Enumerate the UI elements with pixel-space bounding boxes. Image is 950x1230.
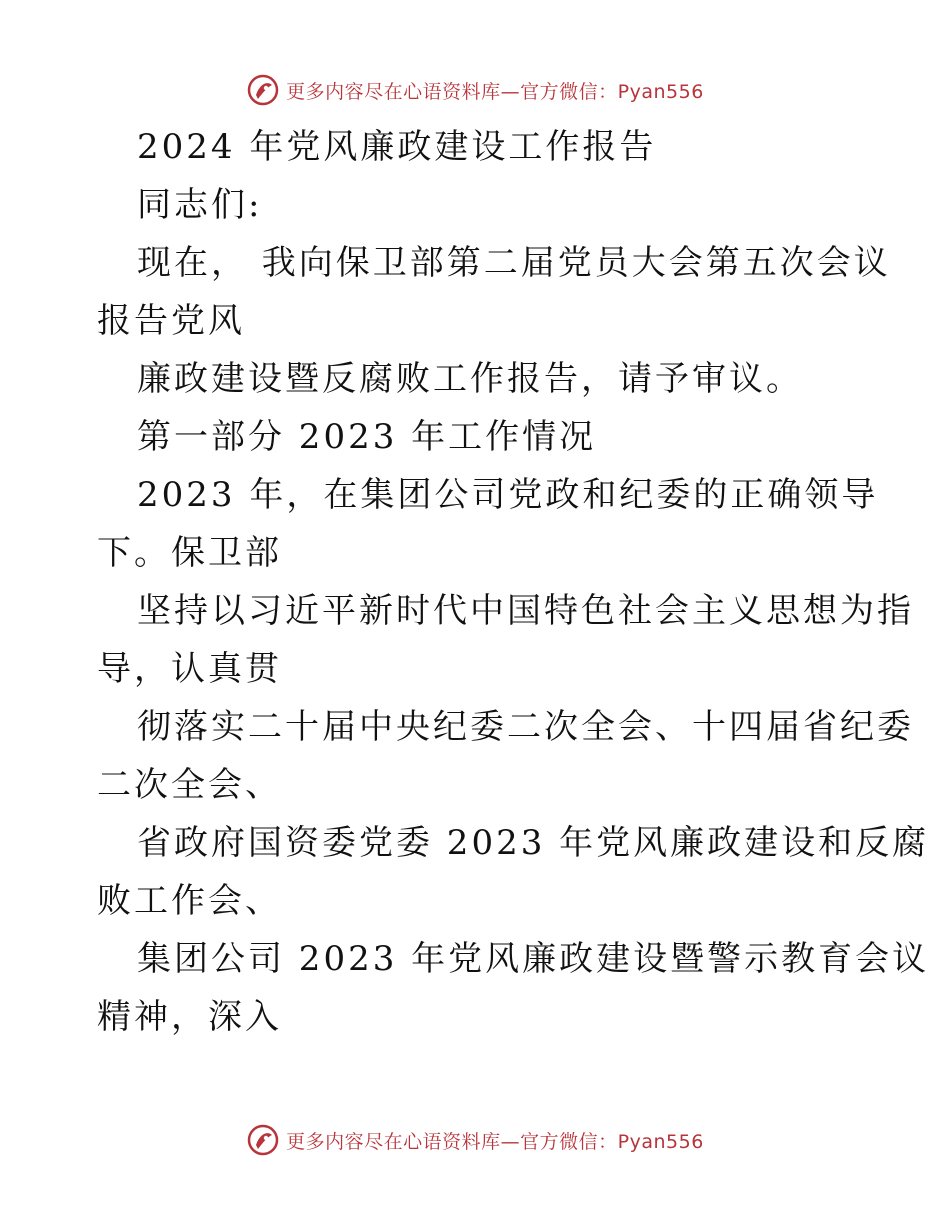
section-heading: 第一部分 2023 年工作情况 [137,417,597,457]
body-line: 2023 年，在集团公司党政和纪委的正确领导 [137,475,879,515]
body-line: 败工作会、 [97,881,282,921]
body-line: 现在， 我向保卫部第二届党员大会第五次会议 [137,243,891,283]
body-line: 集团公司 2023 年党风廉政建设暨警示教育会议 [137,939,930,979]
brand-logo-icon [246,73,280,107]
brand-logo-icon [246,1123,280,1157]
body-line: 报告党风 [97,301,245,341]
body-line: 省政府国资委党委 2023 年党风廉政建设和反腐 [137,823,930,863]
body-line: 精神，深入 [97,997,282,1037]
body-line: 下。保卫部 [97,533,282,573]
document-body [97,118,930,1046]
body-line: 坚持以习近平新时代中国特色社会主义思想为指 [137,591,914,631]
body-line: 二次全会、 [97,765,282,805]
document-title: 2024 年党风廉政建设工作报告 [137,127,657,167]
header-banner [0,70,950,110]
footer-banner-text: 更多内容尽在心语资料库—官方微信：Pyan556 [286,1130,704,1153]
body-line: 廉政建设暨反腐败工作报告，请予审议。 [137,359,803,399]
body-line: 导，认真贯 [97,649,282,689]
salutation: 同志们: [137,185,263,225]
footer-banner [0,1120,950,1160]
body-line: 彻落实二十届中央纪委二次全会、十四届省纪委 [137,707,914,747]
header-banner-text: 更多内容尽在心语资料库—官方微信：Pyan556 [286,80,704,103]
